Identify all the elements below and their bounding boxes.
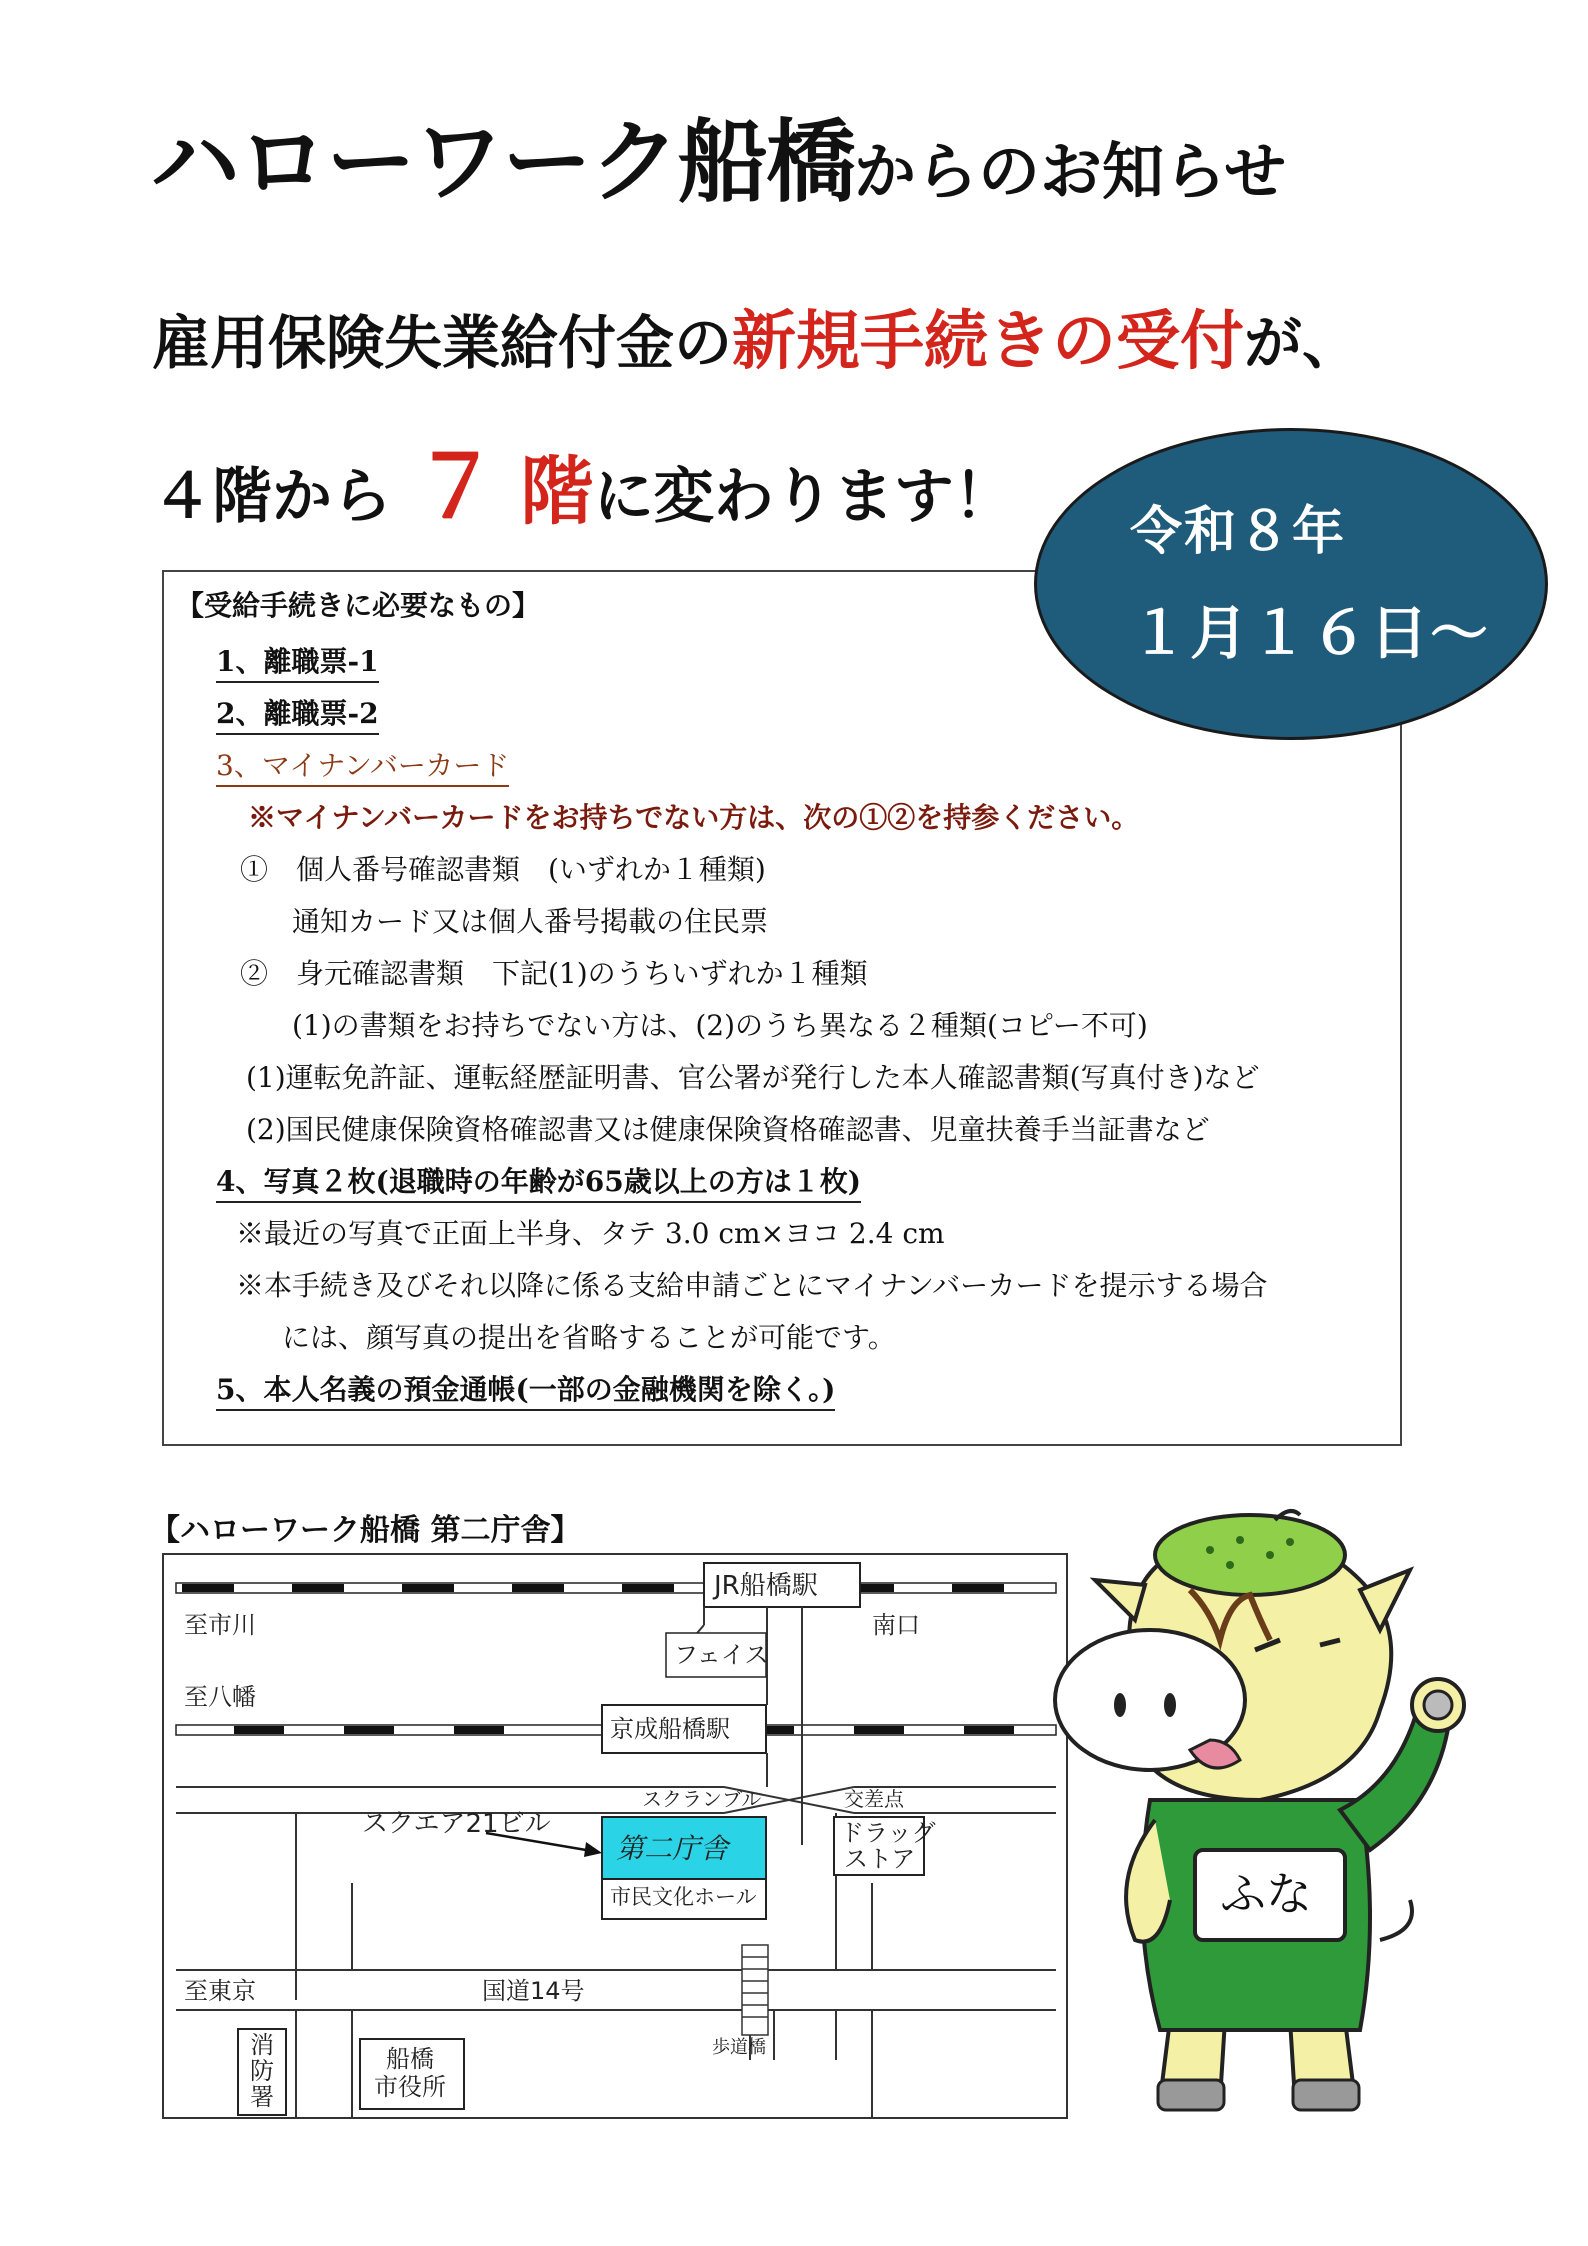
- line2-highlight: 新規手続きの受付: [732, 305, 1245, 379]
- square21-label: スクエア21ビル: [362, 1809, 551, 1839]
- line2-suffix: が、: [1244, 309, 1361, 377]
- to-ichikawa-label: 至市川: [184, 1611, 256, 1639]
- crossing-label: 交差点: [844, 1787, 904, 1811]
- date-badge: [1034, 428, 1548, 740]
- line2-prefix: 雇用保険失業給付金の: [152, 309, 733, 377]
- funassyi-mascot-illustration: [1040, 1500, 1540, 2140]
- access-map: [162, 1553, 1068, 2119]
- announcement-line-1: [152, 305, 1361, 379]
- req-item-1: 1、離職票-1: [216, 645, 379, 683]
- date-era-year: 令和８年: [1130, 502, 1347, 562]
- footbridge: [742, 1945, 768, 2035]
- keisei-station-label: 京成船橋駅: [610, 1715, 730, 1743]
- civic-hall-label: 市民文化ホール: [610, 1885, 757, 1909]
- second-office-label: 第二庁舎: [616, 1832, 729, 1865]
- line3-floor-kai: 階: [519, 449, 594, 535]
- title-suffix: からのお知らせ: [854, 135, 1287, 208]
- line3-suffix: に変わります！: [593, 462, 1014, 532]
- city-hall-label-2: 市役所: [374, 2073, 446, 2101]
- req-item-3-note: ※マイナンバーカードをお持ちでない方は、次の①②を持参ください。: [248, 801, 1140, 834]
- fire-station-label-1: 消: [250, 2031, 274, 2059]
- line3-floor-number: ７: [412, 438, 499, 538]
- scramble-label: スクランブル: [642, 1787, 762, 1811]
- req-item-2: 2、離職票-2: [216, 697, 379, 735]
- req-sub-2-detail: (1)の書類をお持ちでない方は、(2)のうち異なる２種類(コピー不可): [292, 1009, 1148, 1042]
- drugstore-label-2: ストア: [844, 1845, 916, 1873]
- req-sub-2-list-1: (1)運転免許証、運転経歴証明書、官公署が発行した本人確認書類(写真付き)など: [246, 1061, 1260, 1094]
- map-title: 【ハローワーク船橋 第二庁舎】: [150, 1513, 581, 1548]
- fire-station-label-3: 署: [250, 2083, 274, 2111]
- title-main: ハローワーク船橋: [150, 110, 854, 215]
- req-sub-1-detail: 通知カード又は個人番号掲載の住民票: [292, 905, 769, 938]
- south-exit-label: 南口: [872, 1611, 920, 1639]
- req-sub-1-title: ① 個人番号確認書類 (いずれか１種類): [240, 853, 766, 886]
- announcement-line-2: [152, 438, 1014, 538]
- footbridge-label: 歩道橋: [712, 2037, 766, 2058]
- to-yawata-label: 至八幡: [184, 1683, 256, 1711]
- city-hall-label-1: 船橋: [386, 2045, 434, 2073]
- square21-arrowhead: [584, 1842, 602, 1857]
- drugstore-label-1: ドラッグ: [840, 1819, 936, 1847]
- requirements-heading: 【受給手続きに必要なもの】: [176, 589, 541, 622]
- mascot-sign-text: ふな: [1220, 1867, 1312, 1921]
- fire-station-label-2: 防: [250, 2057, 274, 2085]
- jr-station-label: JR船橋駅: [714, 1571, 818, 1601]
- date-month-day: １月１６日～: [1130, 599, 1491, 667]
- req-item-3: 3、マイナンバーカード: [216, 749, 509, 787]
- req-item-4-note-b: ※本手続き及びそれ以降に係る支給申請ごとにマイナンバーカードを提示する場合: [236, 1269, 1268, 1302]
- req-item-5: 5、本人名義の預金通帳(一部の金融機関を除く。): [216, 1373, 835, 1411]
- line3-prefix: ４階から: [152, 462, 392, 532]
- req-sub-2-title: ② 身元確認書類 下記(1)のうちいずれか１種類: [240, 957, 868, 990]
- req-item-4-note-c: には、顔写真の提出を省略することが可能です。: [282, 1321, 896, 1354]
- face-label: フェイス: [674, 1641, 769, 1669]
- to-tokyo-label: 至東京: [184, 1977, 256, 2005]
- route14-label: 国道14号: [482, 1977, 585, 2005]
- req-item-4: 4、写真２枚(退職時の年齢が65歳以上の方は１枚): [216, 1165, 861, 1203]
- req-sub-2-list-2: (2)国民健康保険資格確認書又は健康保険資格確認書、児童扶養手当証書など: [246, 1113, 1210, 1146]
- page-title: [150, 110, 1287, 215]
- req-item-4-note-a: ※最近の写真で正面上半身、タテ 3.0 cm×ヨコ 2.4 cm: [236, 1217, 945, 1250]
